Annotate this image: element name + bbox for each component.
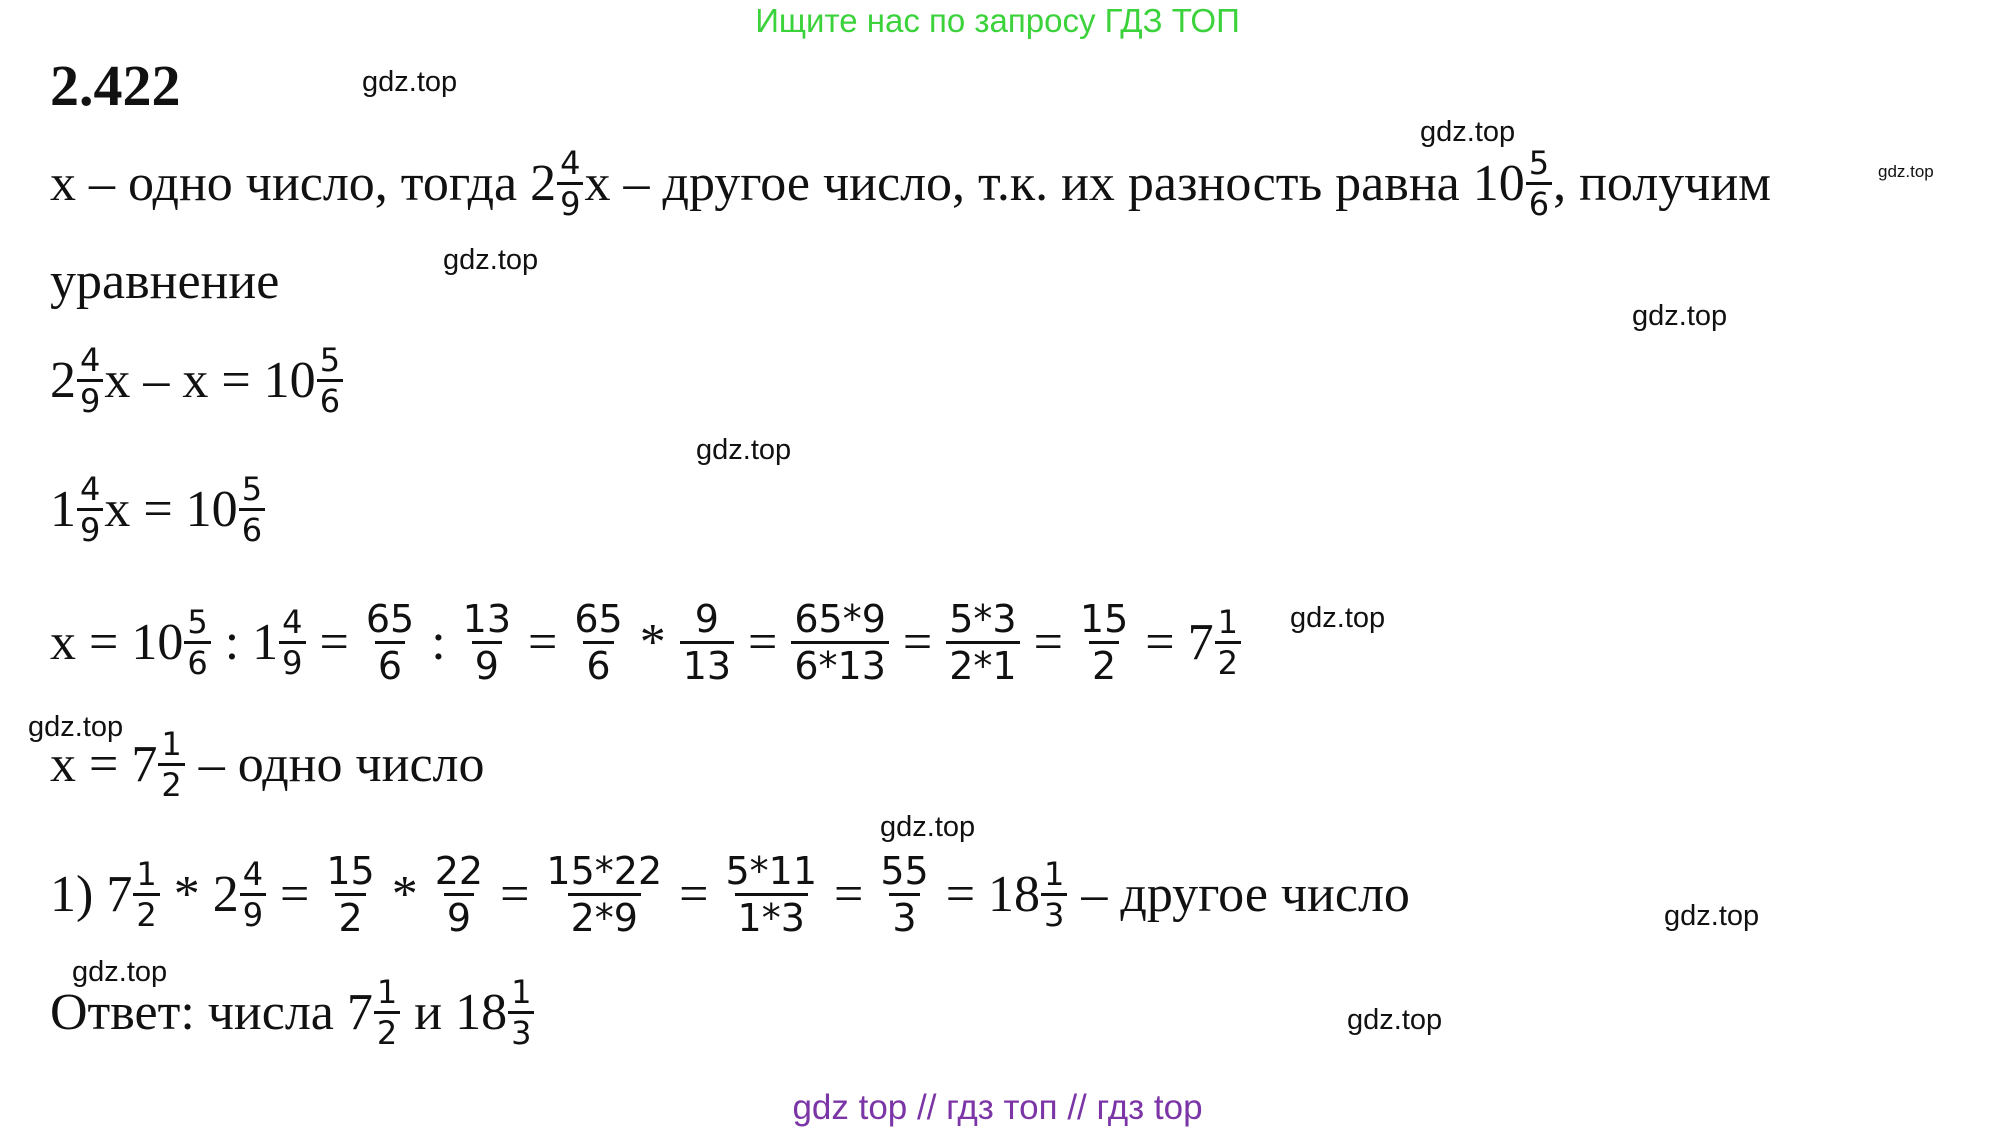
eq-text: – одно число	[185, 736, 485, 793]
eq-text: 1) 7	[50, 866, 133, 923]
eq-text: = 7	[1132, 614, 1214, 671]
fraction: $\frac{65}{6}$	[574, 597, 623, 688]
eq-text: x = 10	[104, 481, 238, 538]
fraction: $\frac{4}{9}$	[279, 606, 305, 679]
watermark: gdz.top	[72, 956, 168, 988]
fraction: $\frac{4}{9}$	[77, 473, 103, 546]
fraction: $\frac{4}{9}$	[557, 147, 583, 220]
fraction: $\frac{5}{6}$	[184, 606, 210, 679]
fraction: $\frac{65}{6}$	[365, 597, 415, 688]
watermark: gdz.top	[1664, 900, 1760, 932]
fraction: $\frac{55}{3}$	[880, 849, 929, 940]
fraction: $\frac{65*9}{6*13}$	[791, 600, 889, 685]
answer-line	[50, 973, 535, 1052]
problem-number: 2.422	[50, 53, 181, 118]
fraction: $\frac{5}{6}$	[239, 473, 265, 546]
fraction: $\frac{1}{2}$	[1215, 606, 1241, 679]
eq-text: = 18	[932, 866, 1041, 923]
eq-text: =	[735, 614, 791, 671]
fraction: $\frac{5}{6}$	[1526, 147, 1552, 220]
eq-text: :	[418, 614, 459, 671]
eq-text: =	[1020, 614, 1076, 671]
fraction: $\frac{15*22}{2*9}$	[546, 849, 663, 940]
eq-text: =	[821, 866, 877, 923]
equation-5	[50, 849, 1410, 940]
eq-text: 2	[50, 352, 76, 409]
fraction: $\frac{15}{2}$	[1079, 597, 1129, 688]
eq-text: =	[267, 866, 323, 923]
answer-text: и 18	[401, 984, 508, 1041]
watermark: gdz.top	[1632, 300, 1728, 332]
watermark: gdz.top	[1420, 116, 1516, 148]
eq-text: x – x = 10	[104, 352, 316, 409]
watermark: gdz.top	[28, 711, 124, 743]
fraction: $\frac{5}{6}$	[317, 344, 343, 417]
equation-2	[50, 470, 266, 549]
eq-text: =	[515, 614, 571, 671]
fraction: $\frac{15}{2}$	[326, 849, 375, 940]
fraction: $\frac{5*11}{1*3}$	[725, 849, 817, 940]
equation-3	[50, 597, 1242, 688]
watermark: gdz.top	[1290, 602, 1386, 634]
eq-text: x = 10	[50, 614, 184, 671]
eq-text: – другое число	[1068, 866, 1410, 923]
intro-text: x – другое число, т.к. их разность равна 10	[584, 155, 1525, 212]
eq-text: =	[666, 866, 722, 923]
eq-text: : 1	[211, 614, 279, 671]
fraction: $\frac{1}{2}$	[158, 728, 184, 801]
equation-4	[50, 725, 485, 804]
watermark: gdz.top	[880, 811, 976, 843]
watermark: gdz.top	[1347, 1004, 1443, 1036]
intro-text: x – одно число, тогда 2	[50, 155, 557, 212]
watermark: gdz.top	[696, 434, 792, 466]
fraction: $\frac{4}{9}$	[240, 858, 266, 931]
bottom-banner: gdz top // гдз топ // гдз top	[792, 1088, 1203, 1127]
intro-text: уравнение	[50, 253, 280, 310]
fraction: $\frac{22}{9}$	[434, 849, 484, 940]
fraction: $\frac{4}{9}$	[77, 344, 103, 417]
fraction: $\frac{1}{3}$	[1041, 858, 1067, 931]
eq-text: * 2	[160, 866, 239, 923]
fraction: $\frac{5*3}{2*1}$	[946, 600, 1019, 685]
eq-text: x = 7	[50, 736, 158, 793]
watermark: gdz.top	[362, 66, 458, 98]
intro-line-2	[50, 252, 279, 311]
equation-1	[50, 341, 344, 420]
fraction: $\frac{13}{9}$	[462, 597, 511, 688]
intro-text: , получим	[1553, 155, 1772, 212]
eq-text: *	[378, 866, 431, 923]
intro-line	[50, 144, 1772, 223]
eq-text: *	[626, 614, 679, 671]
watermark: gdz.top	[443, 244, 539, 276]
eq-text: =	[889, 614, 946, 671]
watermark: gdz.top	[1878, 162, 1934, 181]
eq-text: 1	[50, 481, 76, 538]
fraction: $\frac{1}{2}$	[374, 976, 400, 1049]
fraction: $\frac{9}{13}$	[680, 600, 734, 685]
fraction: $\frac{1}{3}$	[508, 976, 534, 1049]
top-banner: Ищите нас по запросу ГДЗ ТОП	[755, 2, 1240, 39]
eq-text: =	[306, 614, 362, 671]
eq-text: =	[487, 866, 543, 923]
answer-text: Ответ: числа 7	[50, 984, 373, 1041]
fraction: $\frac{1}{2}$	[133, 858, 159, 931]
